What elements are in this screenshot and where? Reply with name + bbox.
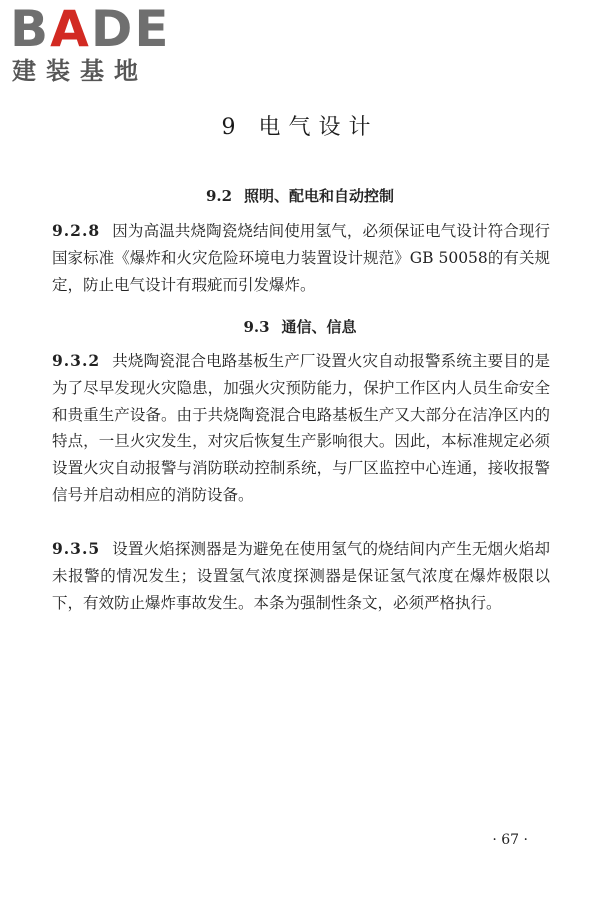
brand-logo: [10, 0, 180, 86]
clause-9-2-8: [52, 218, 550, 298]
clause-number: 9.3.2: [52, 351, 101, 370]
section-heading-9-2: [0, 185, 600, 206]
section-title-text: 照明、配电和自动控制: [244, 187, 395, 205]
section-number: 9.3: [243, 318, 270, 336]
logo-letters-de: DE: [90, 0, 171, 58]
clause-number: 9.3.5: [52, 539, 101, 558]
page-number: · 67 ·: [492, 832, 528, 848]
logo-subtitle: 建装基地: [12, 57, 148, 85]
clause-text: 因为高温共烧陶瓷烧结间使用氢气，必须保证电气设计符合现行国家标准《爆炸和火灾危险环境电力装置设计规范》GB 50058的有关规定，防止电气设计有瑕疵而引发爆炸。: [52, 222, 550, 294]
clause-9-3-5: [52, 536, 550, 616]
logo-letter-a: A: [50, 0, 91, 58]
logo-wordmark: [10, 0, 180, 58]
section-number: 9.2: [205, 187, 233, 205]
logo-letter-b: B: [10, 0, 51, 58]
clause-9-3-2: [52, 348, 550, 509]
section-heading-9-3: [0, 316, 600, 337]
section-title-text: 通信、信息: [281, 318, 357, 336]
clause-number: 9.2.8: [52, 221, 101, 240]
clause-text: 设置火焰探测器是为避免在使用氢气的烧结间内产生无烟火焰却未报警的情况发生；设置氢气浓度探测器是保证氢气浓度在爆炸极限以下，有效防止爆炸事故发生。本条为强制性条文，必须严格执行。: [52, 540, 550, 612]
chapter-title: 9 电气设计: [221, 115, 379, 140]
clause-text: 共烧陶瓷混合电路基板生产厂设置火灾自动报警系统主要目的是为了尽早发现火灾隐患，加强火灾预防能力，保护工作区内人员生命安全和贵重生产设备。由于共烧陶瓷混合电路基板生产又大部分在洁净区内的特点，一旦火灾发生，对灾后恢复生产影响很大。因此，本标准规定必须设置火灾自动报警与消防联动控制系统，与厂区监控中心连通，接收报警信号并启动相应的消防设备。: [52, 352, 550, 504]
